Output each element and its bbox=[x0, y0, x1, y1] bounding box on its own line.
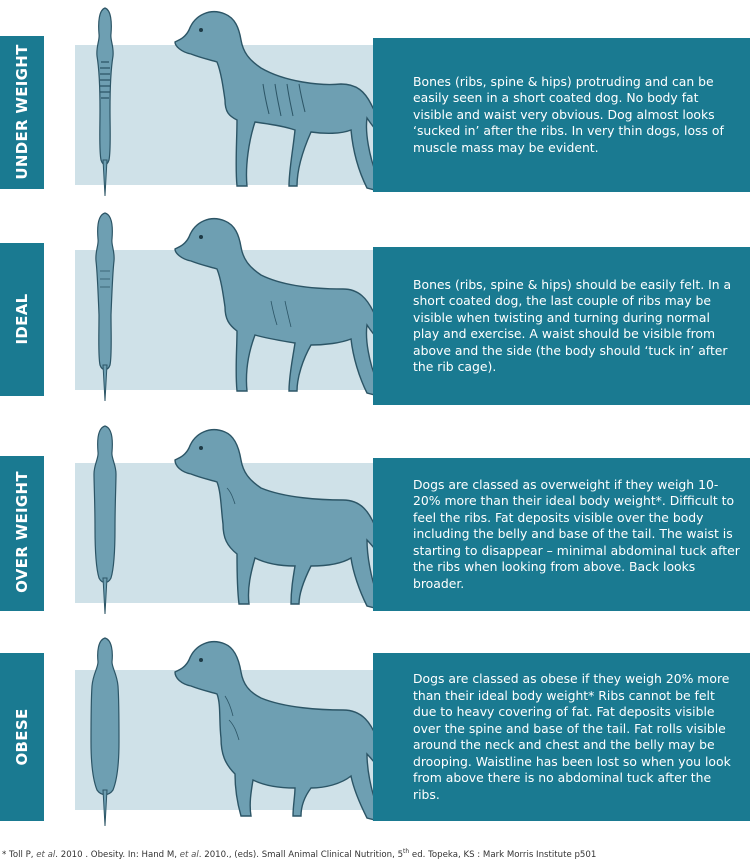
section-description: Bones (ribs, spine & hips) protruding and can be easily seen in a short coated dog. No body fat visible and waist very obvious. Dog almost looks ‘sucked in’ after the ribs. In very thin dogs, loss of muscle mass may be evident. bbox=[413, 73, 724, 155]
description-box bbox=[373, 38, 750, 192]
dog-top-view-icon bbox=[85, 630, 125, 830]
dog-side-view-icon bbox=[145, 0, 390, 200]
footnote-text: . 2010 . Obesity. In: Hand M, bbox=[55, 849, 180, 860]
section-label: IDEAL bbox=[13, 293, 31, 345]
section-description: Dogs are classed as overweight if they weigh 10-20% more than their ideal body weight*. Difficult to feel the ribs. Fat deposits visible over the body including the belly and base of the tail. The waist is starting to disappear – minimal abdominal tuck after the ribs when looking from above. Back looks broader. bbox=[413, 476, 740, 591]
description-box bbox=[373, 247, 750, 405]
section-label-tab bbox=[0, 36, 44, 189]
section-ideal bbox=[0, 205, 750, 405]
section-label: OBESE bbox=[13, 708, 31, 766]
description-box bbox=[373, 653, 750, 821]
footnote-superscript: th bbox=[403, 848, 410, 855]
footnote-text: . 2010., (eds). Small Animal Clinical Nutrition, 5 bbox=[198, 849, 404, 860]
footnote-etal: et al bbox=[179, 849, 199, 860]
footnote-text: ed. Topeka, KS : Mark Morris Institute p501 bbox=[409, 849, 597, 860]
footnote bbox=[2, 848, 596, 860]
section-description: Bones (ribs, spine & hips) should be easily felt. In a short coated dog, the last couple of ribs may be visible when twisting and turning during normal play and exercise. A waist should be visible from above and the side (the body should ‘tuck in’ after the rib cage). bbox=[413, 276, 732, 374]
section-label: UNDER WEIGHT bbox=[13, 44, 31, 180]
section-label-tab bbox=[0, 243, 44, 396]
dog-side-view-icon bbox=[145, 418, 390, 618]
dog-top-view-icon bbox=[85, 418, 125, 618]
section-underweight bbox=[0, 0, 750, 200]
section-label-tab bbox=[0, 653, 44, 821]
dog-top-view-icon bbox=[85, 0, 125, 200]
section-label: OVER WEIGHT bbox=[13, 471, 31, 593]
dog-side-view-icon bbox=[145, 630, 390, 830]
section-description: Dogs are classed as obese if they weigh 20% more than their ideal body weight* Ribs cannot be felt due to heavy covering of fat. Fat deposits visible over the spine and base of the tail. Fat rolls visible around the neck and chest and the belly may be drooping. Waistline has been lost so when you look from above there is no abdominal tuck after the ribs. bbox=[413, 671, 731, 802]
description-box bbox=[373, 458, 750, 611]
dog-top-view-icon bbox=[85, 205, 125, 405]
footnote-etal: et al bbox=[36, 849, 56, 860]
section-obese bbox=[0, 630, 750, 830]
dog-side-view-icon bbox=[145, 205, 390, 405]
section-label-tab bbox=[0, 456, 44, 611]
section-overweight bbox=[0, 418, 750, 618]
footnote-text: * Toll P, bbox=[2, 849, 37, 860]
